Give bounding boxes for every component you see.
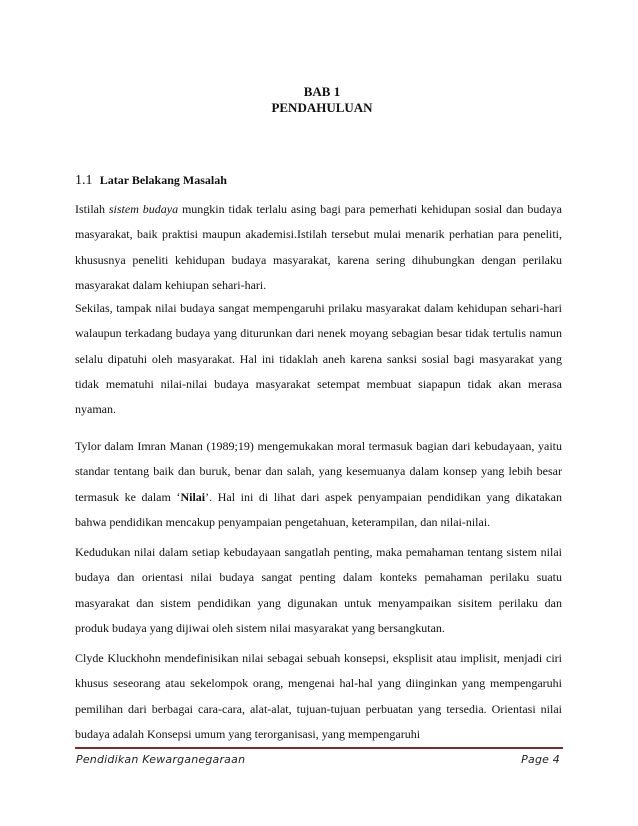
paragraph-3-c: ’. Hal ini di lihat dari aspek penyampaian pendidikan yang dikatakan bahwa pendidikan mencakup penyampaian pengetahuan, keterampilan, dan nilai-nilai. xyxy=(75,489,562,529)
section-title: Latar Belakang Masalah xyxy=(99,173,227,187)
paragraph-4: Kedudukan nilai dalam setiap kebudayaan sangatlah penting, maka pemahaman tentang sistem nilai budaya dan orientasi nilai budaya sangat penting dalam konteks pemahaman perilaku suatu masyarakat dan sistem pendidikan yang digunakan untuk menyampaikan sisitem perilaku dan produk budaya yang dijiwai oleh sistem nilai masyarakat yang bersangkutan. xyxy=(75,545,562,635)
paragraph-1-emphasis: sistem budaya xyxy=(108,202,179,216)
paragraph-3-a: Tylor dalam Imran Manan (1989;19) mengemukakan moral termasuk bagian dari kebudayaan, yaitu standar tentang baik dan buruk, benar dan salah, yang kesemuanya dalam konsep yang lebih besar termasuk ke dalam ‘ xyxy=(75,439,562,504)
section-number: 1.1 xyxy=(75,173,93,188)
paragraph-5: Clyde Kluckhohn mendefinisikan nilai sebagai sebuah konsepsi, eksplisit atau implisit, menjadi ciri khusus seseorang atau sekelompok orang, mengenai hal-hal yang diinginkan yang mempengaruhi pemilihan dari berbagai cara-cara, alat-alat, tujuan-tujuan perbuatan yang tersedia. Orientasi nilai budaya adalah Konsepsi umum yang terorganisasi, yang mempengaruhi xyxy=(75,651,562,741)
paragraph-2: Sekilas, tampak nilai budaya sangat mempengaruhi prilaku masyarakat dalam kehidupan sehari-hari walaupun terkadang budaya yang diturunkan dari nenek moyang sebagian besar tidak tertulis namun selalu dipatuhi oleh masyarakat. Hal ini tidaklah aneh karena sanksi sosial bagi masyarakat yang tidak mematuhi nilai-nilai budaya masyarakat setempat membuat siapapun tidak akan merasa nyaman. xyxy=(75,301,562,417)
paragraph-3 xyxy=(75,434,562,535)
footer-course-name: Pendidikan Kewarganegaraan xyxy=(76,753,246,766)
paragraph-1 xyxy=(75,197,562,298)
chapter-title: PENDAHULUAN xyxy=(271,100,373,115)
section-heading xyxy=(75,172,227,189)
footer-page-number: Page 4 xyxy=(521,753,560,766)
paragraph-3-bold: Nilai xyxy=(180,489,206,504)
paragraph-1-c: mungkin tidak terlalu asing bagi para pemerhati kehidupan sosial dan budaya masyarakat, baik praktisi maupun akademisi.Istilah tersebut mulai menarik perhatian para peneliti, khususnya peneliti kehidupan budaya masyarakat, karena sering dihubungkan dengan perilaku masyarakat dalam kehiupan sehari-hari. xyxy=(75,202,562,292)
chapter-number: BAB 1 xyxy=(303,84,341,99)
footer-divider xyxy=(75,747,563,749)
paragraph-1-a: Istilah xyxy=(75,202,109,216)
